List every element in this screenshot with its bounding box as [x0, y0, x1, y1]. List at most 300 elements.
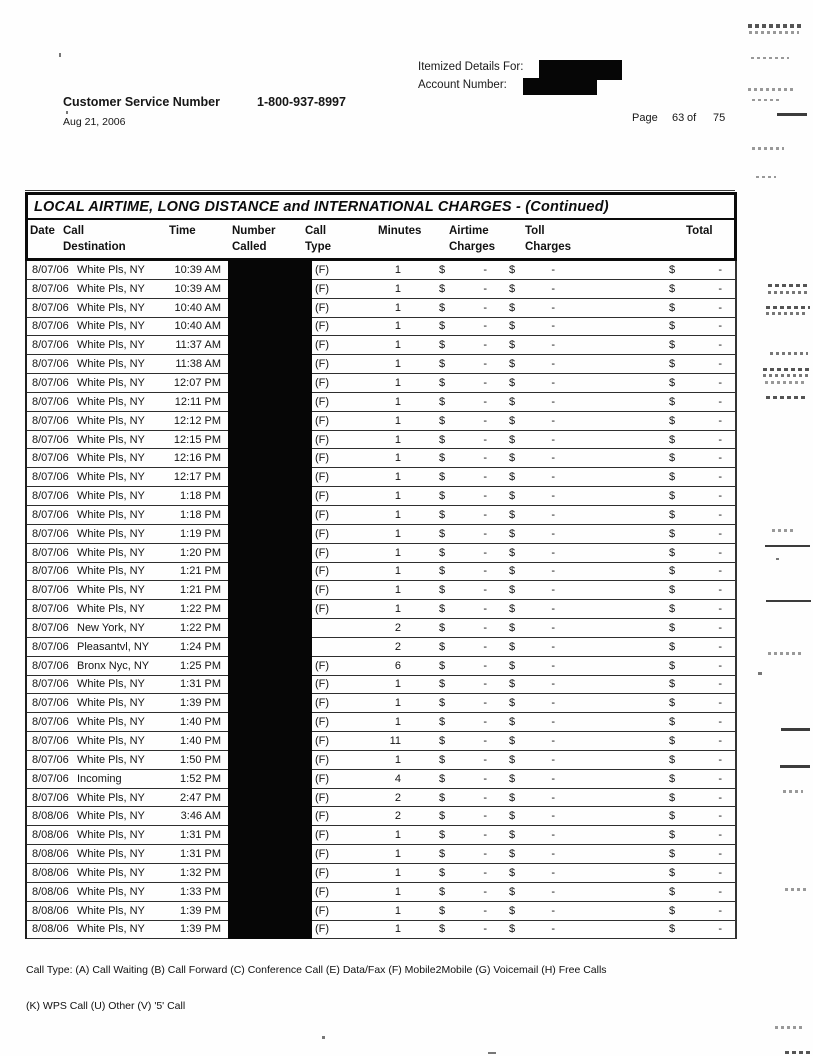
table-row — [27, 412, 735, 431]
cell-minutes: 1 — [394, 527, 401, 540]
column-header-date: Date — [30, 225, 55, 237]
cell-time: 12:16 PM — [173, 452, 221, 465]
cell-date: 8/07/06 — [32, 603, 69, 616]
cell-time: 1:31 PM — [180, 829, 221, 842]
customer-service-number: 1-800-937-8997 — [257, 95, 346, 109]
cell-toll-charges: $ - — [509, 923, 555, 936]
cell-time: 12:15 PM — [173, 433, 221, 446]
cell-toll-charges: $ - — [509, 490, 555, 503]
table-row — [27, 431, 735, 450]
table-row — [27, 676, 735, 695]
cell-date: 8/07/06 — [32, 301, 69, 314]
column-header-toll-charges: Toll Charges — [525, 225, 572, 253]
table-column-headers — [28, 220, 734, 258]
scan-artifact — [783, 790, 803, 793]
cell-date: 8/07/06 — [32, 358, 69, 371]
cell-minutes: 1 — [394, 452, 401, 465]
cell-toll-charges: $ - — [509, 263, 555, 276]
cell-call-destination: White Pls, NY — [77, 433, 145, 446]
cell-minutes: 1 — [394, 546, 401, 559]
redaction-box-number-called — [228, 731, 312, 751]
redaction-box-number-called — [228, 920, 312, 940]
cell-minutes: 1 — [394, 904, 401, 917]
cell-airtime-charges: $ - — [439, 339, 487, 352]
column-header-number-called: Number Called — [232, 225, 276, 253]
cell-time: 12:17 PM — [173, 471, 221, 484]
cell-total: $ - — [669, 452, 722, 465]
cell-call-type: (F) — [315, 339, 330, 352]
cell-call-destination: White Pls, NY — [77, 320, 145, 333]
cell-total: $ - — [669, 282, 722, 295]
cell-call-type: (F) — [315, 678, 330, 691]
cell-minutes: 2 — [394, 640, 401, 653]
cell-toll-charges: $ - — [509, 376, 555, 389]
redaction-box-number-called — [228, 882, 312, 902]
table-row — [27, 506, 735, 525]
scan-artifact — [768, 291, 810, 294]
cell-date: 8/07/06 — [32, 791, 69, 804]
cell-toll-charges: $ - — [509, 640, 555, 653]
cell-airtime-charges: $ - — [439, 923, 487, 936]
cell-minutes: 2 — [394, 621, 401, 634]
cell-time: 1:24 PM — [180, 640, 221, 653]
cell-minutes: 1 — [394, 282, 401, 295]
cell-toll-charges: $ - — [509, 584, 555, 597]
cell-call-destination: White Pls, NY — [77, 735, 145, 748]
cell-toll-charges: $ - — [509, 735, 555, 748]
redaction-box-account-number — [523, 78, 597, 95]
cell-minutes: 1 — [394, 753, 401, 766]
redaction-box-number-called — [228, 467, 312, 487]
cell-airtime-charges: $ - — [439, 904, 487, 917]
column-header-minutes: Minutes — [378, 225, 422, 237]
table-row — [27, 807, 735, 826]
cell-total: $ - — [669, 471, 722, 484]
cell-toll-charges: $ - — [509, 810, 555, 823]
cell-airtime-charges: $ - — [439, 282, 487, 295]
table-row — [27, 694, 735, 713]
cell-total: $ - — [669, 584, 722, 597]
cell-minutes: 1 — [394, 301, 401, 314]
column-header-total: Total — [686, 225, 713, 237]
cell-airtime-charges: $ - — [439, 678, 487, 691]
cell-toll-charges: $ - — [509, 471, 555, 484]
scan-artifact — [59, 53, 61, 57]
cell-call-destination: White Pls, NY — [77, 678, 145, 691]
cell-call-type: (F) — [315, 320, 330, 333]
cell-airtime-charges: $ - — [439, 716, 487, 729]
cell-date: 8/07/06 — [32, 339, 69, 352]
cell-toll-charges: $ - — [509, 829, 555, 842]
cell-total: $ - — [669, 848, 722, 861]
table-row — [27, 770, 735, 789]
redaction-box-number-called — [228, 524, 312, 544]
cell-airtime-charges: $ - — [439, 584, 487, 597]
table-row — [27, 732, 735, 751]
cell-toll-charges: $ - — [509, 395, 555, 408]
redaction-box-number-called — [228, 373, 312, 393]
redaction-box-number-called — [228, 637, 312, 657]
cell-date: 8/08/06 — [32, 866, 69, 879]
cell-toll-charges: $ - — [509, 753, 555, 766]
redaction-box-number-called — [228, 335, 312, 355]
cell-airtime-charges: $ - — [439, 395, 487, 408]
table-row — [27, 657, 735, 676]
cell-call-type: (F) — [315, 376, 330, 389]
cell-date: 8/07/06 — [32, 263, 69, 276]
cell-call-type: (F) — [315, 508, 330, 521]
cell-call-type: (F) — [315, 490, 330, 503]
cell-minutes: 6 — [394, 659, 401, 672]
cell-call-type: (F) — [315, 866, 330, 879]
cell-call-type: (F) — [315, 659, 330, 672]
cell-airtime-charges: $ - — [439, 603, 487, 616]
table-row — [27, 280, 735, 299]
cell-date: 8/08/06 — [32, 810, 69, 823]
cell-minutes: 1 — [394, 490, 401, 503]
cell-time: 1:25 PM — [180, 659, 221, 672]
cell-call-destination: White Pls, NY — [77, 829, 145, 842]
cell-call-destination: White Pls, NY — [77, 546, 145, 559]
cell-minutes: 1 — [394, 603, 401, 616]
page-number: 63 — [672, 112, 685, 124]
table-row — [27, 487, 735, 506]
cell-time: 10:40 AM — [174, 301, 221, 314]
cell-toll-charges: $ - — [509, 885, 555, 898]
cell-airtime-charges: $ - — [439, 697, 487, 710]
table-row — [27, 600, 735, 619]
table-row — [27, 299, 735, 318]
cell-date: 8/08/06 — [32, 904, 69, 917]
cell-call-type: (F) — [315, 263, 330, 276]
cell-total: $ - — [669, 904, 722, 917]
cell-time: 1:18 PM — [180, 508, 221, 521]
scan-artifact — [66, 111, 68, 114]
cell-date: 8/08/06 — [32, 885, 69, 898]
cell-call-type: (F) — [315, 282, 330, 295]
cell-minutes: 1 — [394, 885, 401, 898]
scan-artifact — [752, 147, 784, 150]
cell-minutes: 1 — [394, 848, 401, 861]
table-row — [27, 864, 735, 883]
cell-date: 8/07/06 — [32, 471, 69, 484]
redaction-box-number-called — [228, 430, 312, 450]
table-row — [27, 581, 735, 600]
cell-call-type: (F) — [315, 471, 330, 484]
cell-call-destination: White Pls, NY — [77, 527, 145, 540]
cell-call-destination: White Pls, NY — [77, 490, 145, 503]
cell-date: 8/07/06 — [32, 414, 69, 427]
cell-call-destination: White Pls, NY — [77, 866, 145, 879]
cell-time: 1:22 PM — [180, 603, 221, 616]
cell-call-type: (F) — [315, 527, 330, 540]
table-title: LOCAL AIRTIME, LONG DISTANCE and INTERNATIONAL CHARGES - (Continued) — [28, 195, 734, 220]
cell-date: 8/07/06 — [32, 376, 69, 389]
table-row — [27, 318, 735, 337]
page-label: Page — [632, 112, 658, 124]
table-header-box — [25, 192, 737, 261]
cell-airtime-charges: $ - — [439, 490, 487, 503]
cell-time: 1:39 PM — [180, 923, 221, 936]
cell-total: $ - — [669, 395, 722, 408]
cell-date: 8/07/06 — [32, 584, 69, 597]
cell-time: 11:38 AM — [175, 358, 221, 371]
scan-artifact — [772, 529, 794, 532]
cell-time: 1:21 PM — [180, 584, 221, 597]
redaction-box-number-called — [228, 712, 312, 732]
cell-minutes: 1 — [394, 678, 401, 691]
redaction-box-number-called — [228, 788, 312, 808]
scan-artifact — [775, 1026, 805, 1029]
cell-time: 11:37 AM — [175, 339, 221, 352]
cell-toll-charges: $ - — [509, 791, 555, 804]
cell-date: 8/07/06 — [32, 565, 69, 578]
cell-time: 1:19 PM — [180, 527, 221, 540]
cell-minutes: 1 — [394, 697, 401, 710]
cell-date: 8/07/06 — [32, 772, 69, 785]
cell-date: 8/07/06 — [32, 395, 69, 408]
cell-date: 8/07/06 — [32, 621, 69, 634]
cell-date: 8/07/06 — [32, 659, 69, 672]
cell-date: 8/07/06 — [32, 640, 69, 653]
cell-call-type: (F) — [315, 829, 330, 842]
cell-total: $ - — [669, 697, 722, 710]
cell-toll-charges: $ - — [509, 301, 555, 314]
cell-call-type: (F) — [315, 904, 330, 917]
redaction-box-number-called — [228, 825, 312, 845]
table-row — [27, 355, 735, 374]
cell-date: 8/08/06 — [32, 829, 69, 842]
scan-artifact — [322, 1036, 325, 1039]
cell-call-type: (F) — [315, 546, 330, 559]
cell-airtime-charges: $ - — [439, 791, 487, 804]
cell-minutes: 4 — [394, 772, 401, 785]
redaction-box-number-called — [228, 618, 312, 638]
redaction-box-number-called — [228, 392, 312, 412]
cell-call-destination: White Pls, NY — [77, 376, 145, 389]
cell-total: $ - — [669, 772, 722, 785]
cell-time: 1:20 PM — [180, 546, 221, 559]
redaction-box-number-called — [228, 675, 312, 695]
call-type-legend-line-2: (K) WPS Call (U) Other (V) '5' Call — [26, 1000, 186, 1012]
cell-date: 8/08/06 — [32, 848, 69, 861]
cell-toll-charges: $ - — [509, 621, 555, 634]
cell-toll-charges: $ - — [509, 697, 555, 710]
cell-minutes: 1 — [394, 471, 401, 484]
cell-total: $ - — [669, 659, 722, 672]
cell-total: $ - — [669, 716, 722, 729]
cell-time: 3:46 AM — [180, 810, 221, 823]
cell-date: 8/07/06 — [32, 527, 69, 540]
cell-call-type: (F) — [315, 452, 330, 465]
cell-call-destination: White Pls, NY — [77, 753, 145, 766]
cell-minutes: 1 — [394, 263, 401, 276]
cell-call-type: (F) — [315, 603, 330, 616]
cell-time: 1:21 PM — [180, 565, 221, 578]
cell-toll-charges: $ - — [509, 358, 555, 371]
cell-toll-charges: $ - — [509, 433, 555, 446]
scan-artifact — [766, 396, 808, 399]
table-row — [27, 393, 735, 412]
cell-airtime-charges: $ - — [439, 376, 487, 389]
cell-call-type: (F) — [315, 753, 330, 766]
cell-airtime-charges: $ - — [439, 358, 487, 371]
scan-artifact — [776, 558, 779, 560]
cell-call-type: (F) — [315, 848, 330, 861]
cell-call-destination: White Pls, NY — [77, 282, 145, 295]
cell-total: $ - — [669, 603, 722, 616]
cell-date: 8/07/06 — [32, 433, 69, 446]
column-header-airtime-charges: Airtime Charges — [449, 225, 496, 253]
page-total: 75 — [713, 112, 726, 124]
cell-airtime-charges: $ - — [439, 301, 487, 314]
table-row — [27, 845, 735, 864]
cell-minutes: 1 — [394, 829, 401, 842]
redaction-box-number-called — [228, 599, 312, 619]
scan-artifact — [766, 600, 811, 602]
cell-call-destination: New York, NY — [77, 621, 145, 634]
cell-time: 12:11 PM — [174, 395, 221, 408]
cell-airtime-charges: $ - — [439, 565, 487, 578]
cell-call-type: (F) — [315, 716, 330, 729]
cell-time: 1:52 PM — [180, 772, 221, 785]
redaction-box-number-called — [228, 769, 312, 789]
cell-time: 1:40 PM — [180, 735, 221, 748]
scan-artifact — [756, 176, 776, 178]
scan-artifact — [785, 888, 807, 891]
scan-artifact — [770, 352, 808, 355]
redaction-box-itemized-details — [539, 60, 622, 80]
scan-artifact — [763, 368, 809, 371]
redaction-box-number-called — [228, 901, 312, 921]
cell-toll-charges: $ - — [509, 716, 555, 729]
column-header-call-destination: Call Destination — [63, 225, 126, 253]
cell-airtime-charges: $ - — [439, 753, 487, 766]
cell-call-destination: White Pls, NY — [77, 697, 145, 710]
cell-total: $ - — [669, 376, 722, 389]
cell-call-destination: White Pls, NY — [77, 791, 145, 804]
cell-date: 8/07/06 — [32, 282, 69, 295]
cell-airtime-charges: $ - — [439, 659, 487, 672]
scan-artifact — [768, 284, 810, 287]
scan-artifact — [752, 99, 780, 101]
redaction-box-number-called — [228, 863, 312, 883]
scan-artifact — [748, 88, 796, 91]
cell-minutes: 1 — [394, 358, 401, 371]
table-row — [27, 525, 735, 544]
cell-call-type: (F) — [315, 584, 330, 597]
cell-minutes: 1 — [394, 923, 401, 936]
table-row — [27, 638, 735, 657]
cell-total: $ - — [669, 565, 722, 578]
scan-artifact — [785, 1051, 811, 1054]
cell-time: 1:31 PM — [180, 848, 221, 861]
table-row — [27, 261, 735, 280]
cell-time: 1:40 PM — [180, 716, 221, 729]
cell-call-destination: White Pls, NY — [77, 395, 145, 408]
cell-total: $ - — [669, 621, 722, 634]
cell-minutes: 2 — [394, 810, 401, 823]
cell-airtime-charges: $ - — [439, 735, 487, 748]
cell-airtime-charges: $ - — [439, 546, 487, 559]
cell-call-destination: White Pls, NY — [77, 471, 145, 484]
table-row — [27, 902, 735, 921]
table-body — [25, 261, 737, 939]
redaction-box-number-called — [228, 279, 312, 299]
cell-time: 10:40 AM — [174, 320, 221, 333]
cell-time: 12:12 PM — [173, 414, 221, 427]
table-row — [27, 449, 735, 468]
cell-total: $ - — [669, 866, 722, 879]
cell-time: 1:31 PM — [180, 678, 221, 691]
cell-call-type: (F) — [315, 414, 330, 427]
table-row — [27, 921, 735, 940]
cell-date: 8/07/06 — [32, 716, 69, 729]
cell-airtime-charges: $ - — [439, 810, 487, 823]
cell-minutes: 11 — [389, 735, 401, 748]
cell-total: $ - — [669, 320, 722, 333]
cell-minutes: 1 — [394, 395, 401, 408]
table-row — [27, 883, 735, 902]
scan-artifact — [781, 728, 810, 731]
cell-toll-charges: $ - — [509, 339, 555, 352]
cell-time: 1:22 PM — [180, 621, 221, 634]
page-of-label: of — [687, 112, 697, 124]
cell-minutes: 1 — [394, 866, 401, 879]
cell-toll-charges: $ - — [509, 320, 555, 333]
cell-toll-charges: $ - — [509, 565, 555, 578]
cell-call-destination: White Pls, NY — [77, 358, 145, 371]
cell-time: 1:18 PM — [180, 490, 221, 503]
redaction-box-number-called — [228, 354, 312, 374]
cell-minutes: 1 — [394, 584, 401, 597]
redaction-box-number-called — [228, 580, 312, 600]
table-row — [27, 789, 735, 808]
cell-date: 8/07/06 — [32, 546, 69, 559]
cell-toll-charges: $ - — [509, 904, 555, 917]
column-header-call-type: Call Type — [305, 225, 331, 253]
cell-total: $ - — [669, 546, 722, 559]
cell-toll-charges: $ - — [509, 452, 555, 465]
cell-call-type: (F) — [315, 810, 330, 823]
cell-total: $ - — [669, 923, 722, 936]
table-row — [27, 544, 735, 563]
scan-artifact — [766, 312, 808, 315]
cell-call-destination: White Pls, NY — [77, 263, 145, 276]
cell-total: $ - — [669, 791, 722, 804]
cell-time: 10:39 AM — [174, 263, 221, 276]
cell-total: $ - — [669, 527, 722, 540]
cell-call-type: (F) — [315, 565, 330, 578]
table-row — [27, 336, 735, 355]
cell-toll-charges: $ - — [509, 848, 555, 861]
cell-call-destination: Pleasantvl, NY — [77, 640, 150, 653]
cell-date: 8/07/06 — [32, 753, 69, 766]
cell-call-destination: White Pls, NY — [77, 885, 145, 898]
redaction-box-number-called — [228, 656, 312, 676]
cell-total: $ - — [669, 640, 722, 653]
scan-artifact — [768, 652, 803, 655]
cell-airtime-charges: $ - — [439, 848, 487, 861]
cell-toll-charges: $ - — [509, 414, 555, 427]
cell-call-destination: White Pls, NY — [77, 508, 145, 521]
scan-artifact — [763, 374, 809, 377]
cell-total: $ - — [669, 490, 722, 503]
scan-line — [25, 190, 735, 191]
cell-total: $ - — [669, 735, 722, 748]
cell-date: 8/07/06 — [32, 452, 69, 465]
cell-airtime-charges: $ - — [439, 640, 487, 653]
